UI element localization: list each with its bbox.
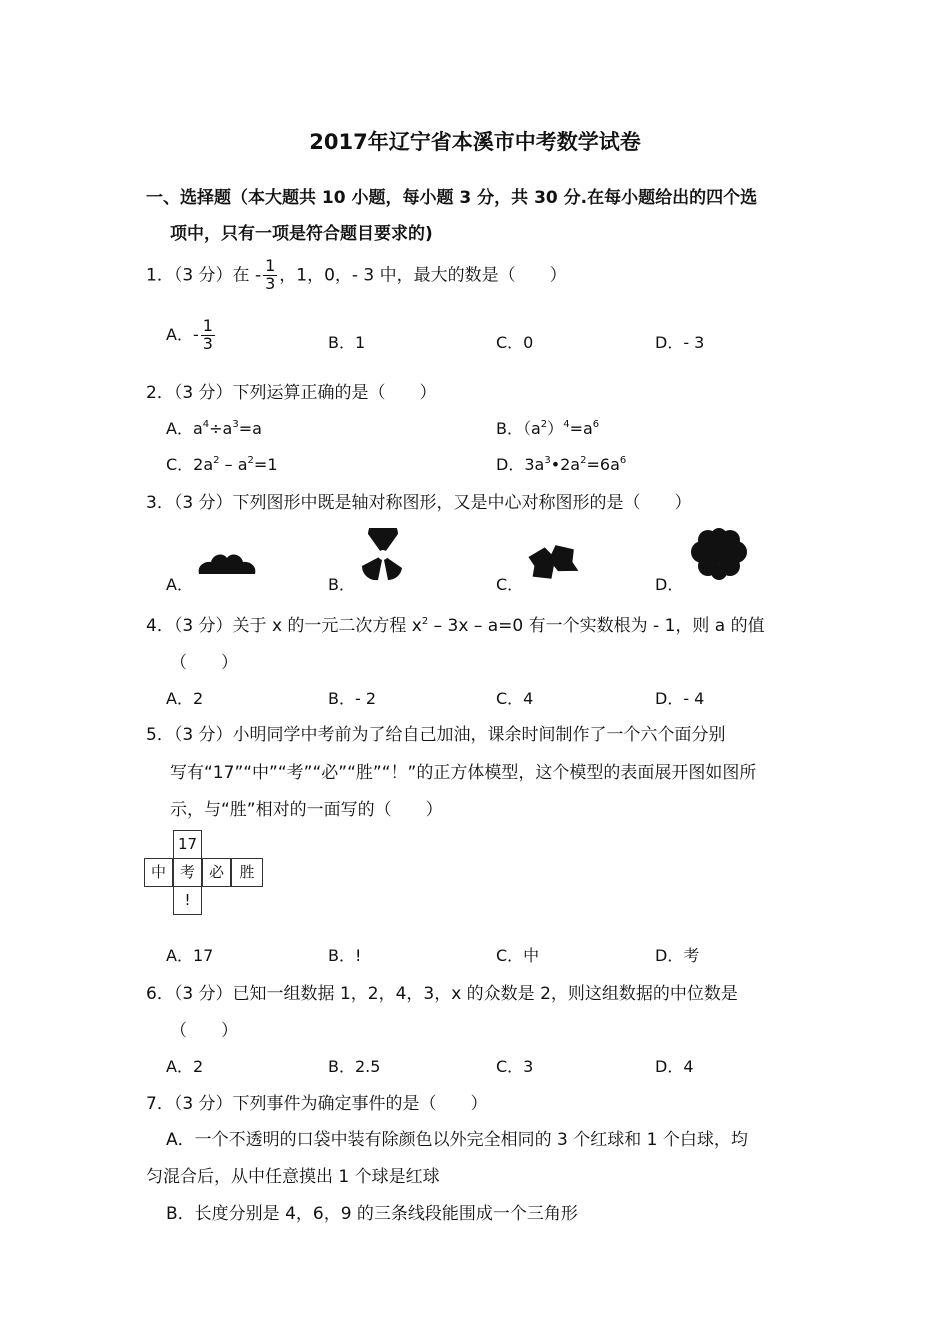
q1-frac-den: 3 — [265, 273, 276, 293]
q2-a-part2: ÷a — [209, 419, 233, 438]
net-cell-4: 胜 — [231, 858, 263, 887]
q4-option-d: D．- 4 — [655, 689, 705, 708]
q7-option-a-line2: 匀混合后，从中任意摸出 1 个球是红球 — [146, 1167, 440, 1187]
net-cell-bottom: ! — [173, 886, 202, 915]
q1-option-d: D．- 3 — [655, 333, 705, 352]
q2-c-exp2: 2 — [247, 455, 254, 466]
q1-stem-fraction — [263, 258, 277, 293]
net-cell-3: 必 — [202, 858, 231, 887]
q2-d-part2: •2a — [550, 455, 581, 474]
q2-option-d — [496, 452, 626, 475]
q4-option-a: A．2 — [166, 689, 204, 708]
question-7-stem: 7．（3 分）下列事件为确定事件的是（ ） — [146, 1094, 488, 1114]
q7-option-a-line1: A．一个不透明的口袋中装有除颜色以外完全相同的 3 个红球和 1 个白球，均 — [166, 1130, 748, 1150]
q4-option-c: C．4 — [496, 689, 534, 708]
q2-option-b — [496, 416, 599, 439]
q2-option-a — [166, 416, 262, 439]
q6-option-a: A．2 — [166, 1057, 204, 1076]
q4-stem-part1: 4．（3 分）关于 x 的一元二次方程 x — [146, 616, 422, 636]
q2-d-part3: =6a — [586, 455, 620, 474]
q2-c-part3: =1 — [253, 455, 278, 474]
q1-a-den: 3 — [202, 333, 213, 353]
net-cell-top: 17 — [173, 830, 202, 859]
q2-c-part1: C．2a — [166, 455, 214, 474]
q2-a-part3: =a — [238, 419, 262, 438]
q1-frac-num: 1 — [265, 256, 276, 275]
question-5-stem-line1: 5．（3 分）小明同学中考前为了给自己加油，课余时间制作了一个六个面分别 — [146, 725, 726, 745]
q2-c-part2: – a — [219, 455, 248, 474]
q2-a-exp1: 4 — [202, 419, 210, 430]
question-3-stem: 3．（3 分）下列图形中既是轴对称图形，又是中心对称图形的是（ ） — [146, 493, 692, 513]
q2-d-part1: D．3a — [496, 455, 545, 474]
q3-shape-a-cloud-figure — [196, 548, 258, 578]
question-5-stem-line3: 示，与“胜”相对的一面写的（ ） — [170, 800, 443, 820]
q6-option-b: B．2.5 — [328, 1057, 381, 1076]
q4-stem-part2: – 3x – a=0 有一个实数根为 - 1，则 a 的值 — [428, 616, 765, 636]
q5-option-d: D．考 — [655, 946, 700, 965]
q2-b-part1: B．（a — [496, 419, 541, 438]
question-5-stem-line2: 写有“17”“中”“考”“必”“胜”“！”的正方体模型，这个模型的表面展开图如图所 — [170, 763, 757, 783]
q1-option-b: B．1 — [328, 333, 366, 352]
q3-option-c: C． — [496, 575, 524, 594]
page-title: 2017年辽宁省本溪市中考数学试卷 — [309, 130, 641, 154]
net-cell-2: 考 — [173, 858, 202, 887]
q1-option-c: C．0 — [496, 333, 534, 352]
q7-option-b: B．长度分别是 4，6，9 的三条线段能围成一个三角形 — [166, 1204, 578, 1224]
q1-stem-post: ，1，0，- 3 中，最大的数是（ ） — [279, 265, 567, 286]
question-6-stem-line1: 6．（3 分）已知一组数据 1，2，4，3，x 的众数是 2，则这组数据的中位数是 — [146, 984, 738, 1004]
q3-shape-d-clover-figure — [688, 526, 750, 582]
q2-option-c — [166, 452, 278, 475]
q1-a-num: 1 — [202, 316, 213, 335]
q6-option-d: D．4 — [655, 1057, 694, 1076]
q1-option-a-fraction — [201, 318, 215, 353]
q2-b-exp3: 6 — [592, 419, 600, 430]
q2-b-part3: =a — [569, 419, 593, 438]
q2-b-exp1: 2 — [540, 419, 548, 430]
q3-option-d: D． — [655, 575, 684, 594]
question-4-stem-line2: （ ） — [170, 653, 238, 673]
q3-option-b: B． — [328, 575, 355, 594]
q1-stem-pre: 1．（3 分）在 - — [146, 265, 262, 286]
q2-d-exp2: 2 — [580, 455, 587, 466]
q3-shape-c-bowtie-figure — [526, 542, 580, 582]
q3-option-a: A． — [166, 575, 193, 594]
q5-option-a: A．17 — [166, 946, 214, 965]
q4-stem-exp: 2 — [421, 616, 429, 627]
q2-a-exp2: 3 — [232, 419, 239, 430]
section-heading-line1: 一、选择题（本大题共 10 小题，每小题 3 分，共 30 分.在每小题给出的四个选 — [146, 188, 758, 208]
net-cell-1: 中 — [144, 858, 173, 887]
q5-option-c: C．中 — [496, 946, 540, 965]
q4-option-b: B．- 2 — [328, 689, 377, 708]
question-2-stem: 2．（3 分）下列运算正确的是（ ） — [146, 383, 437, 403]
q5-option-b: B．! — [328, 946, 362, 965]
q1-option-a — [166, 318, 217, 353]
q2-d-exp3: 6 — [619, 455, 627, 466]
q2-a-part1: A．a — [166, 419, 203, 438]
q2-b-exp2: 4 — [563, 419, 570, 430]
section-heading-line2: 项中，只有一项是符合题目要求的) — [170, 224, 433, 244]
q1-option-a-label: A．- — [166, 324, 199, 344]
question-4-stem-line1 — [146, 611, 765, 636]
q2-b-part2: ） — [547, 419, 564, 438]
q2-d-exp1: 3 — [544, 455, 551, 466]
question-6-stem-line2: （ ） — [170, 1021, 238, 1041]
question-1-stem — [146, 258, 567, 293]
q3-shape-b-trefoil-figure — [356, 528, 410, 582]
q2-c-exp1: 2 — [213, 455, 220, 466]
q6-option-c: C．3 — [496, 1057, 534, 1076]
